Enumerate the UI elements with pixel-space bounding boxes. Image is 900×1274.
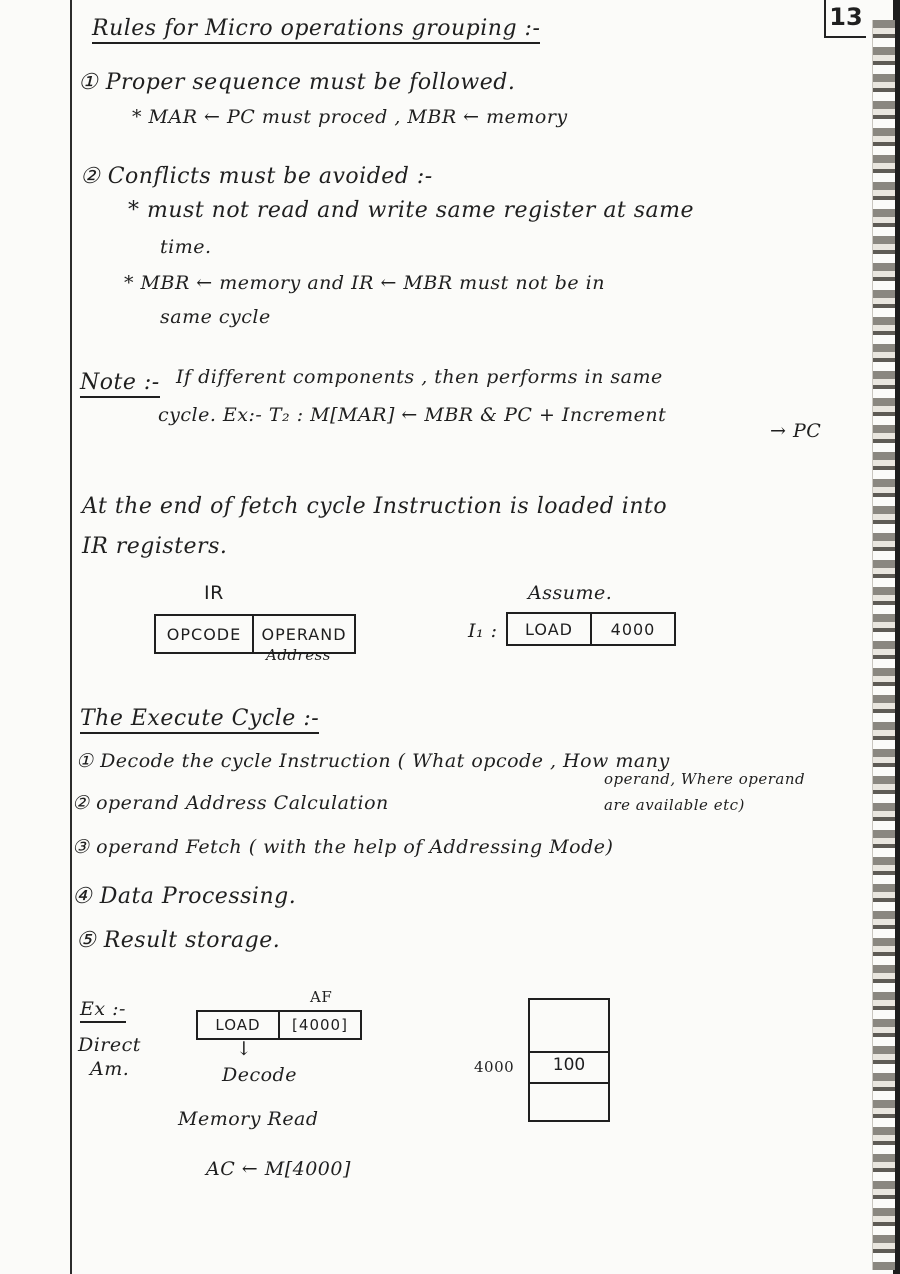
i1-operand-field: 4000 [590, 614, 674, 644]
fetch-line-2: IR registers. [82, 534, 228, 559]
rules-title: Rules for Micro operations grouping :- [92, 16, 540, 44]
operand-field: OPERAND [252, 616, 354, 652]
execute-step-1-b: operand, Where operand [604, 770, 806, 788]
ir-label: IR [204, 582, 224, 604]
i1-opcode-field: LOAD [525, 619, 573, 639]
rule-2-detail-b: * MBR ← memory and IR ← MBR must not be in [124, 272, 605, 294]
note-label: Note :- [80, 370, 160, 398]
ac-assignment: AC ← M[4000] [206, 1158, 351, 1180]
rule-2: ② Conflicts must be avoided :- [80, 164, 433, 189]
memory-read-label: Memory Read [178, 1108, 319, 1130]
notebook-spiral-binding [872, 20, 895, 1270]
memory-diagram [528, 998, 610, 1122]
page-number: 13 [824, 0, 866, 38]
note-text-2: cycle. Ex:- T₂ : M[MAR] ← MBR & PC + Increment [158, 404, 667, 426]
am-label: Am. [90, 1058, 130, 1080]
memory-cell-value: 100 [552, 1055, 586, 1075]
af-label: AF [310, 988, 333, 1006]
i1-instruction-box [506, 612, 676, 646]
fetch-line-1: At the end of fetch cycle Instruction is loaded into [82, 494, 668, 519]
rule-1-detail: * MAR ← PC must proced , MBR ← memory [132, 106, 568, 128]
down-arrow-icon: ↓ [236, 1038, 253, 1060]
execute-step-5: ⑤ Result storage. [76, 928, 281, 953]
rule-2-detail-a-cont: time. [160, 236, 212, 258]
note-text: If different components , then performs in same [176, 366, 663, 388]
example-label: Ex :- [80, 998, 126, 1023]
execute-step-3: ③ operand Fetch ( with the help of Addressing Mode) [72, 836, 614, 858]
execute-step-1: ① Decode the cycle Instruction ( What opcode , How many [76, 750, 670, 772]
assume-label: Assume. [528, 582, 613, 604]
memory-row-divider [530, 1051, 608, 1053]
direct-label: Direct [78, 1034, 141, 1056]
execute-title: The Execute Cycle :- [80, 706, 319, 734]
memory-row-divider [530, 1082, 608, 1084]
example-address-field: [4000] [278, 1012, 360, 1038]
execute-step-2: ② operand Address Calculation [72, 792, 389, 814]
rule-2-detail-a: * must not read and write same register at same [128, 198, 695, 223]
margin-line [70, 0, 72, 1274]
memory-address-label: 4000 [474, 1058, 515, 1076]
rule-1: ① Proper sequence must be followed. [78, 70, 516, 95]
address-label: Address [266, 646, 331, 664]
example-instruction-box [196, 1010, 362, 1040]
example-opcode-field: LOAD [215, 1016, 261, 1034]
i1-label: I₁ : [468, 620, 498, 642]
execute-step-4: ④ Data Processing. [72, 884, 297, 909]
opcode-field: OPCODE [166, 624, 242, 644]
decode-label: Decode [222, 1064, 297, 1086]
note-text-3: → PC [770, 420, 822, 442]
execute-step-1-c: are available etc) [604, 796, 745, 814]
rule-2-detail-b-cont: same cycle [160, 306, 271, 328]
